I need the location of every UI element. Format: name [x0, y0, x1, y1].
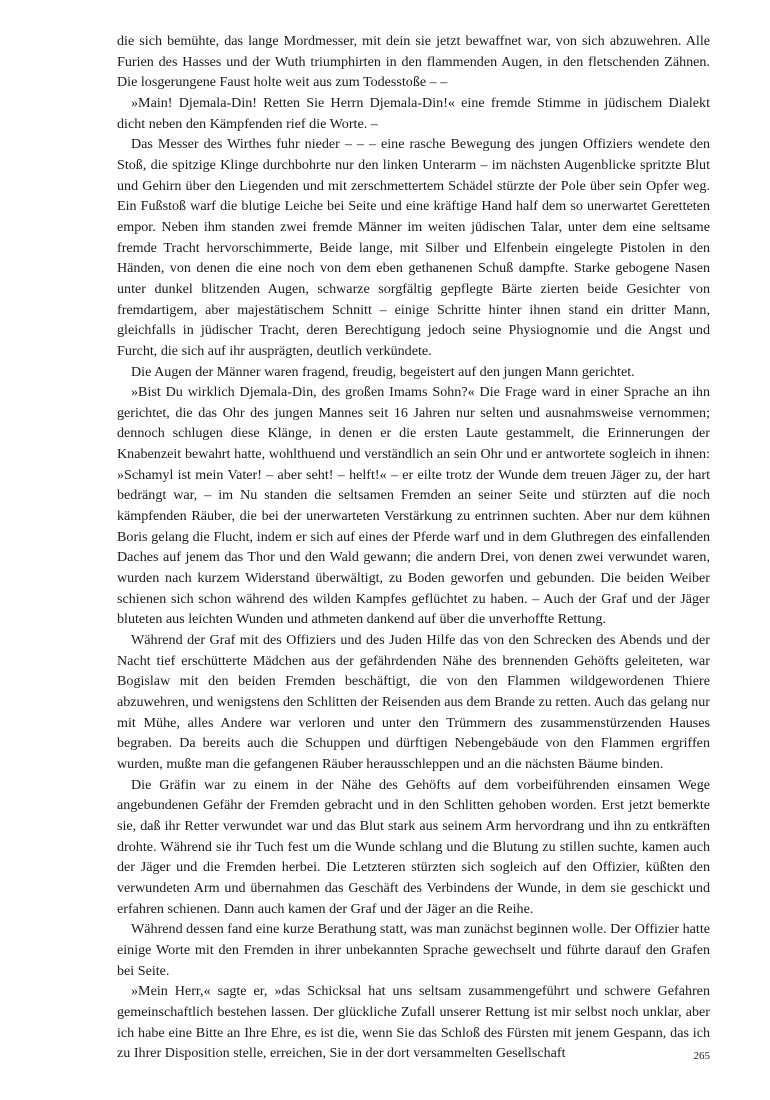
- paragraph: Das Messer des Wirthes fuhr nieder – – – eine rasche Bewegung des jungen Offiziers wendete den Stoß, die spitzige Klinge durchbohrte nur den linken Unterarm – im nächsten Augenblicke spritzte Blut und Gehirn über den Liegenden und mit zerschmettertem Schädel stürzte der Pole über sein Opfer weg. Ein Fußstoß warf die blutige Leiche bei Seite und eine kräftige Hand half dem so unerwartet Geretteten empor. Neben ihm standen zwei fremde Männer im weiten jüdischen Talar, unter dem eine seltsame fremde Tracht hervorschimmerte, Beide lange, mit Silber und Elfenbein eingelegte Pistolen in den Händen, von denen die eine noch von dem eben gethanenen Schuß dampfte. Starke gebogene Nasen unter dunkel blitzenden Augen, schwarze sorgfältig gepflegte Bärte zierten beide Gesichter von fremdartigem, aber majestätischem Schnitt – einige Schritte hinter ihnen stand ein dritter Mann, gleichfalls in jüdischer Tracht, deren Berechtigung jedoch seine Physiognomie und die Angst und Furcht, die sich auf ihr ausprägten, deutlich verkündete.: [117, 136, 710, 359]
- paragraph: Die Gräfin war zu einem in der Nähe des Gehöfts auf dem vorbeiführenden einsamen Wege angebundenen Gefähr der Fremden gebracht und in den Schlitten gehoben worden. Erst jetzt bemerkte sie, daß ihr Retter verwundet war und das Blut stark aus seinem Arm hervordrang und ihn zu entkräften drohte. Während sie ihr Tuch fest um die Wunde schlang und die Blutung zu stillen suchte, kamen auch der Jäger und die Fremden herbei. Die Letzteren stürzten sich sogleich auf den Offizier, küßten den verwundeten Arm und übernahmen das Geschäft des Verbindens der Wunde, in dem sie geschickt und erfahren schienen. Dann auch kamen der Graf und der Jäger an die Reihe.: [117, 776, 710, 917]
- paragraph: »Bist Du wirklich Djemala-Din, des großen Imams Sohn?« Die Frage ward in einer Sprache an ihn gerichtet, die das Ohr des jungen Mannes seit 16 Jahren nur selten und ausnahmsweise vernommen; dennoch schlugen diese Klänge, in denen er die ersten Laute gestammelt, die Erinnerungen der Knabenzeit bewahrt hatte, wohlthuend und verständlich an sein Ohr und er antwortete sogleich in ihnen: »Schamyl ist mein Vater! – aber seht! – helft!« – er eilte trotz der Wunde dem treuen Jäger zu, der hart bedrängt war, – im Nu standen die seltsamen Fremden an seiner Seite und stürzten auf die noch kämpfenden Räuber, die bei der unerwarteten Verstärkung zu entrinnen suchten. Aber nur dem kühnen Boris gelang die Flucht, indem er sich auf eines der Pferde warf und in dem Gluthregen des einfallenden Daches auf jenem das Thor und den Wald gewann; die andern Drei, von denen zwei verwundet waren, wurden nach kurzem Widerstand überwältigt, zu Boden geworfen und gebunden. Die beiden Weiber schienen sich schon während des wilden Kampfes geflüchtet zu haben. – Auch der Graf und der Jäger bluteten aus leichten Wunden und athmeten dankend auf über die unverhoffte Rettung.: [117, 384, 710, 628]
- page-number: 265: [693, 1050, 710, 1062]
- paragraph: »Main! Djemala-Din! Retten Sie Herrn Djemala-Din!« eine fremde Stimme in jüdischem Dialekt dicht neben den Kämpfenden rief die Worte. –: [117, 94, 710, 132]
- paragraph: Während der Graf mit des Offiziers und des Juden Hilfe das von den Schrecken des Abends und der Nacht tief erschütterte Mädchen aus der gefährdenden Nähe des brennenden Gehöfts geleiteten, war Bogislaw mit den beiden Fremden beschäftigt, die von den Flammen wildgewordenen Thiere abzuwehren, und wenigstens den Schlitten der Reisenden aus dem Brande zu retten. Auch das gelang nur mit Mühe, alles Andere war verloren und unter den Trümmern des zusammenstürzenden Hauses begraben. Da bereits auch die Schuppen und dürftigen Nebengebäude von den Flammen ergriffen wurden, mußte man die gefangenen Räuber herausschleppen und an die nächsten Bäume binden.: [117, 632, 710, 772]
- paragraph: Während dessen fand eine kurze Berathung statt, was man zunächst beginnen wolle. Der Offizier hatte einige Worte mit den Fremden in ihrer unbekannten Sprache gewechselt und führte darauf den Grafen bei Seite.: [117, 921, 710, 979]
- paragraph: »Mein Herr,« sagte er, »das Schicksal hat uns seltsam zusammengeführt und schwere Gefahren gemeinschaftlich bestehen lassen. Der glückliche Zufall unserer Rettung ist mir selbst noch unklar, aber ich habe eine Bitte an Ihre Ehre, es ist die, wenn Sie das Schloß des Fürsten mit jenem Gespann, das ich zu Ihrer Disposition stelle, erreichen, Sie in der dort versammelten Gesellschaft: [117, 983, 710, 1062]
- paragraph: Die Augen der Männer waren fragend, freudig, begeistert auf den jungen Mann gerichtet.: [131, 363, 635, 380]
- paragraph: die sich bemühte, das lange Mordmesser, mit dein sie jetzt bewaffnet war, von sich abzuwehren. Alle Furien des Hasses und der Wuth triumphirten in den flammenden Augen, in den fletschenden Zähnen. Die losgerungene Faust holte weit aus zum Todesstoße – –: [117, 33, 710, 91]
- body-text: [117, 31, 710, 1064]
